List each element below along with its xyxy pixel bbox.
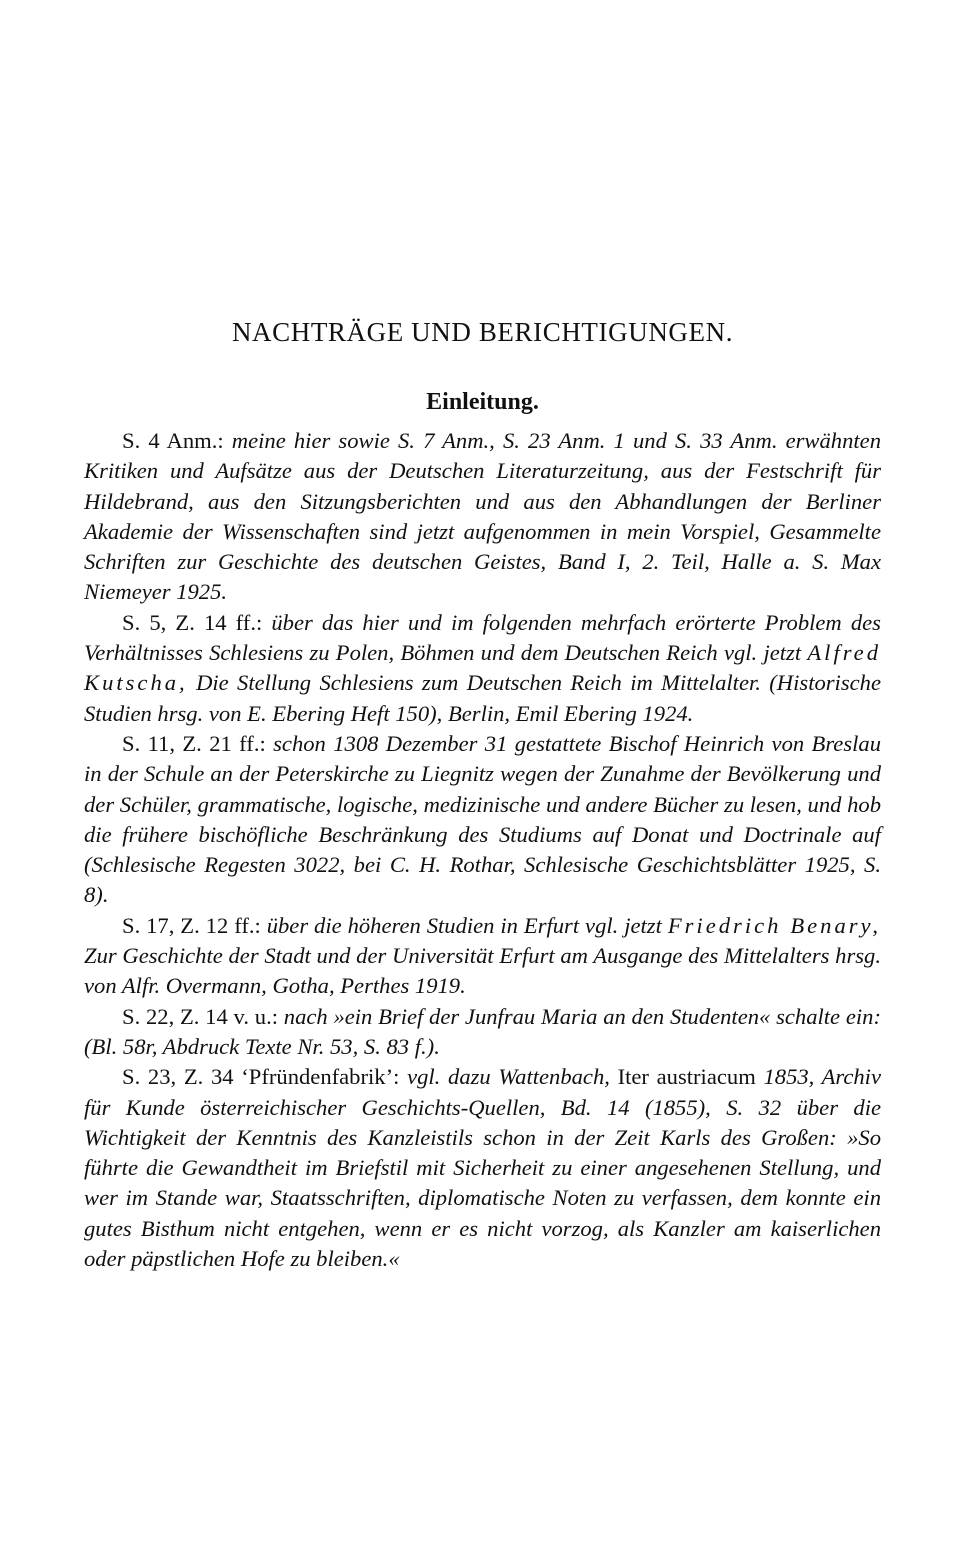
entry-text: über das hier und im folgenden mehrfach erörterte Problem des Verhältnisses Schlesiens zu Polen, Böhmen und dem Deutschen Reich vgl. jetzt [84,609,881,666]
entry-3 [84,729,881,911]
entry-text: Die Stellung Schlesiens zum Deutschen Reich im Mittelalter. (Historische Studien hrsg. von E. Ebering Heft 150), Berlin, Emil Ebering 1924. [84,670,881,726]
entry-ref: S. 4 Anm.: [122,428,224,453]
entry-text: über die höheren Studien in Erfurt vgl. jetzt [266,912,662,938]
entry-text-roman: Iter austriacum [617,1064,756,1090]
author-name: Alfred Kutscha, [84,640,881,696]
section-title: Einleitung. [426,389,539,415]
document-page [84,312,881,1274]
entry-text: Zur Geschichte der Stadt und der Universität Erfurt am Ausgange des Mittelalters hrsg. von Alfr. Overmann, Gotha, Perthes 1919. [84,943,881,999]
entry-text: nach »ein Brief der Junfrau Maria an den Studenten« schalte ein: (Bl. 58r, Abdruck Texte Nr. 53, S. 83 f.). [84,1003,881,1059]
entry-ref: S. 17, Z. 12 ff.: [122,912,261,938]
entry-4 [84,911,881,1002]
entry-1 [84,426,881,608]
entry-text: schon 1308 Dezember 31 gestattete Bischof Heinrich von Breslau in der Schule an der Peterskirche zu Liegnitz wegen der Zunahme der Bevölkerung und der Schüler, grammatische, logische, medizinische und andere Bücher zu lesen, und hob die frühere bischöfliche Beschränkung des Studiums auf Donat und Doctrinale auf (Schlesische Regesten 3022, bei C. H. Rothar, Schlesische Geschichtsblätter 1925, S. 8). [84,730,881,908]
entry-text: meine hier sowie S. 7 Anm., S. 23 Anm. 1 und S. 33 Anm. erwähnten Kritiken und Aufsätze aus der Deutschen Literaturzeitung, aus der Festschrift für Hildebrand, aus den Sitzungsberichten und aus den Abhandlungen der Berliner Akademie der Wissenschaften sind jetzt aufgenommen in mein Vorspiel, Gesammelte Schriften zur Geschichte des deutschen Geistes, Band I, 2. Teil, Halle a. S. Max Niemeyer 1925. [84,428,881,605]
entry-6 [84,1062,881,1274]
author-name: Friedrich Benary, [667,912,881,938]
entry-ref: S. 11, Z. 21 ff.: [122,730,266,756]
page-title: NACHTRÄGE UND BERICHTIGUNGEN. [231,317,734,347]
entry-2 [84,608,881,729]
entry-ref: S. 23, Z. 34 ‘Pfründenfabrik’: [122,1064,400,1090]
entry-ref: S. 22, Z. 14 v. u.: [122,1003,278,1029]
entry-5 [84,1002,881,1063]
entry-text: vgl. dazu Wattenbach, [407,1064,610,1090]
entry-text: 1853, Archiv für Kunde österreichischer Geschichts-Quellen, Bd. 14 (1855), S. 32 über die Wichtigkeit der Kenntnis des Kanzleistils schon in der Zeit Karls des Großen: »So führte die Gewandtheit im Briefstil mit Sicherheit zu einer angesehenen Stellung, und wer im Stande war, Staatsschriften, diplomatische Noten zu verfassen, dem konnte ein gutes Bisthum nicht entgehen, wenn er es nicht vorzog, als Kanzler am kaiserlichen oder päpstlichen Hofe zu bleiben.« [84,1064,881,1272]
entry-ref: S. 5, Z. 14 ff.: [122,609,263,635]
